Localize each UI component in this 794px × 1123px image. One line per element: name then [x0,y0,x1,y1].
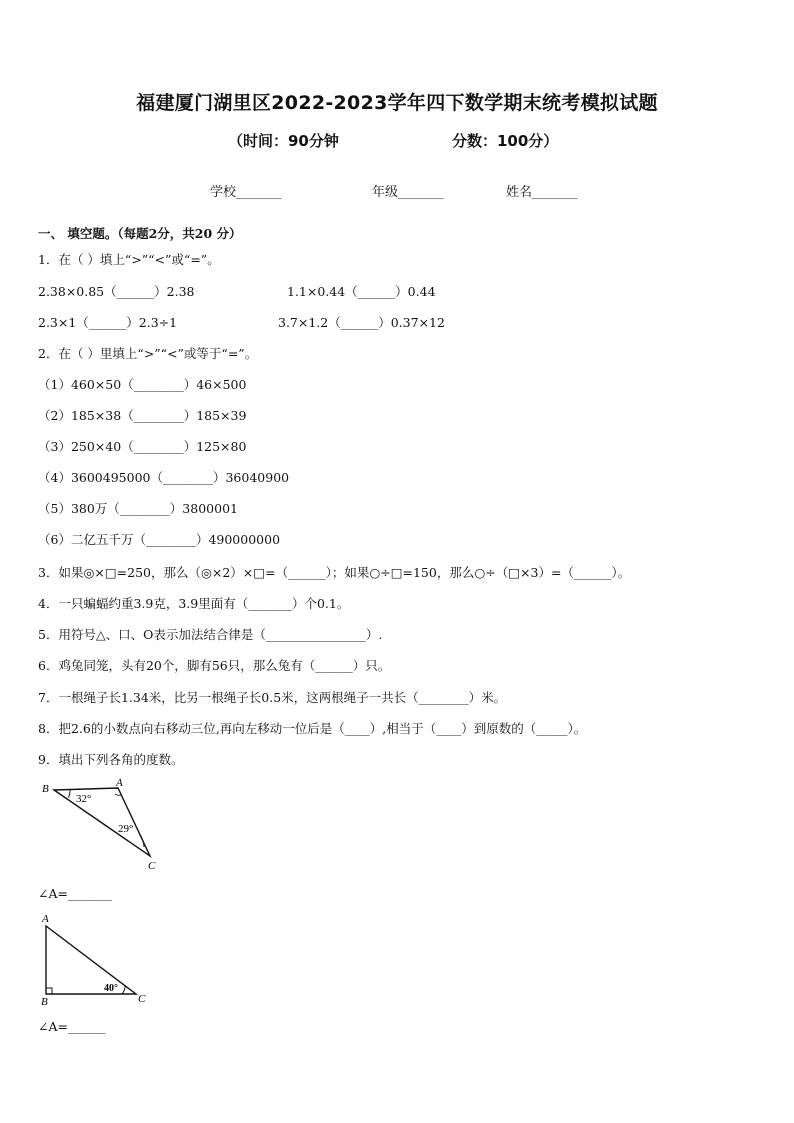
answer-2: ∠A=______ [38,1019,106,1034]
question-6: 6．鸡兔同笼，头有20个，脚有56只，那么兔有（______）只。 [38,658,391,673]
school-field: 学校_______ [210,185,282,200]
question-3: 3．如果◎×□=250，那么（◎×2）×□=（______）；如果○÷□=150，那么○÷（□×3）=（______）。 [38,565,631,580]
angle-c-value: 29° [118,823,134,835]
question-2-item: （4）3600495000（________）36040900 [38,470,290,485]
question-1b: 1.1×0.44（______）0.44 [287,284,436,299]
question-7: 7．一根绳子长1.34米，比另一根绳子长0.5米，这两根绳子一共长（________）米。 [38,690,507,705]
question-2-item: （1）460×50（________）46×500 [38,377,247,392]
triangle-figure-2 [36,912,166,1008]
grade-field: 年级_______ [372,185,444,200]
angle-c-arc [122,985,125,994]
vertex-c-label: C [138,993,146,1005]
vertex-a-label: A [116,777,123,789]
vertex-b-label: B [41,996,48,1008]
question-2-item: （5）380万（________）3800001 [38,501,238,516]
exam-time: （时间：90分钟 [228,132,339,150]
question-5: 5．用符号△、口、O表示加法结合律是（________________）. [38,627,383,642]
question-1c: 2.3×1（______）2.3÷1 [38,315,178,330]
angle-c-arc [140,835,144,847]
question-2-item: （3）250×40（________）125×80 [38,439,247,454]
question-8: 8．把2.6的小数点向右移动三位,再向左移动一位后是（____）,相当于（____）到原数的（_____）。 [38,721,587,736]
right-angle-mark [46,988,52,994]
angle-c-value: 40° [104,983,118,994]
question-1d: 3.7×1.2（______）0.37×12 [278,315,445,330]
triangle-figure-1 [36,776,176,872]
name-field: 姓名_______ [506,185,578,200]
question-9-stem: 9．填出下列各角的度数。 [38,752,184,767]
vertex-a-label: A [42,913,49,925]
angle-b-value: 32° [76,793,92,805]
question-1a: 2.38×0.85（______）2.38 [38,284,195,299]
question-1-stem: 1．在（ ）填上“>”“<”或“=”。 [38,252,220,267]
page-title: 福建厦门湖里区2022-2023学年四下数学期末统考模拟试题 [136,92,658,114]
answer-1: ∠A=_______ [38,886,112,901]
vertex-c-label: C [148,860,156,872]
question-2-stem: 2．在（ ）里填上“>”“<”或等于“=”。 [38,346,258,361]
angle-b-arc [68,790,70,798]
triangle-1-shape [54,788,150,856]
section-heading: 一、 填空题。（每题2分，共20 分） [38,226,242,241]
vertex-b-label: B [42,783,49,795]
question-2-item: （2）185×38（________）185×39 [38,408,247,423]
triangle-2-shape [46,926,136,994]
question-2-item: （6）二亿五千万（________）490000000 [38,532,281,547]
exam-score: 分数：100分） [452,132,559,150]
question-4: 4．一只蝙蝠约重3.9克，3.9里面有（_______）个0.1。 [38,596,350,611]
